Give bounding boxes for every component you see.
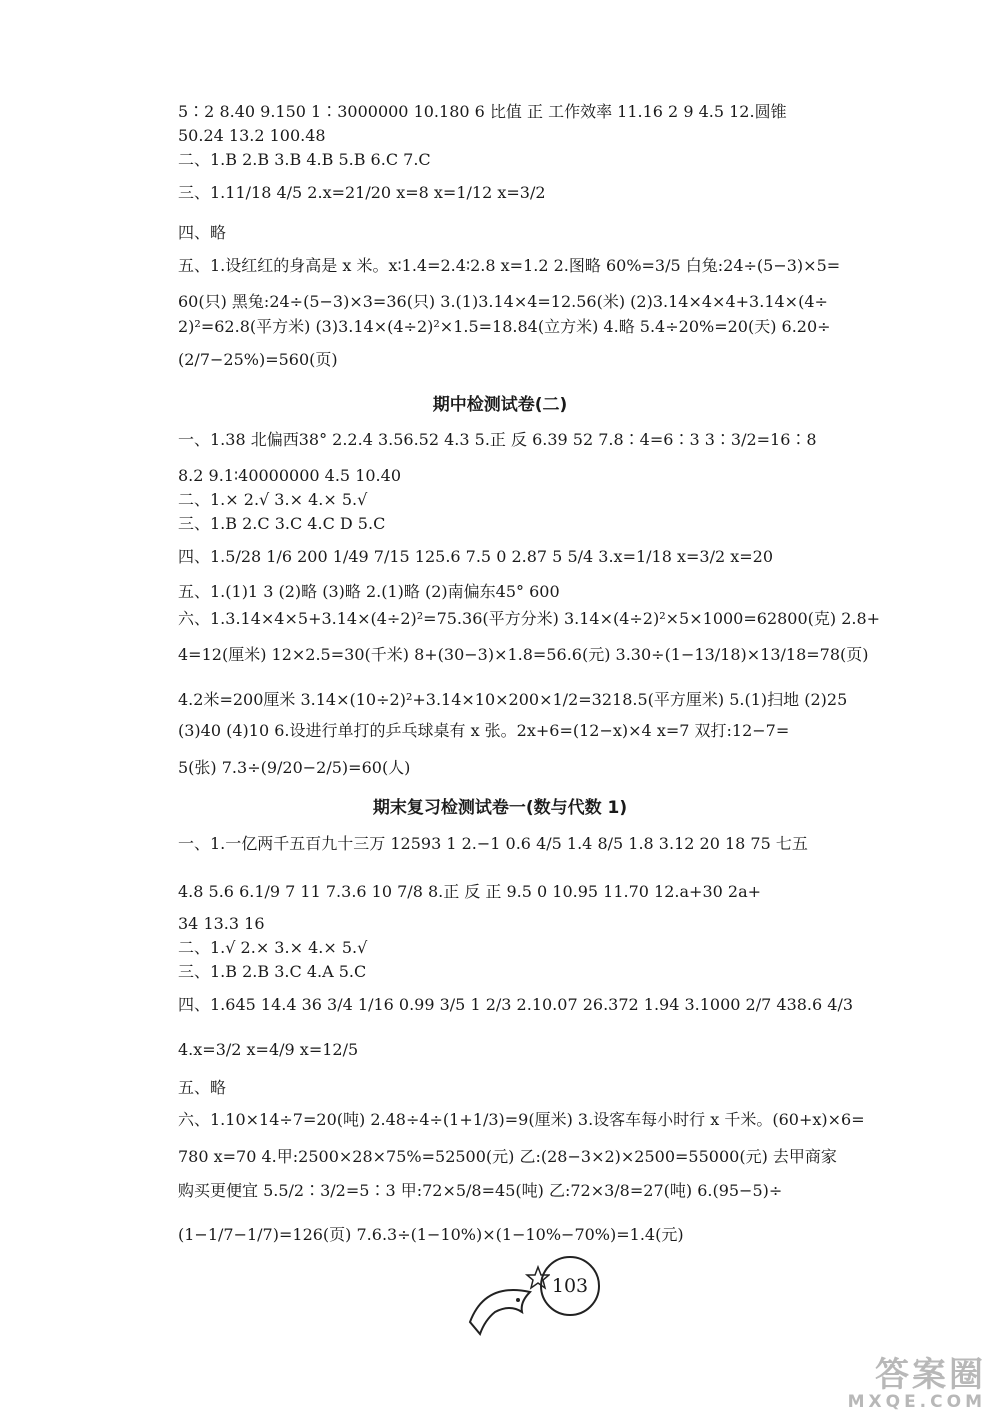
answer-line: 购买更便宜 5.5/2∶3/2=5∶3 甲:72×5/8=45(吨) 乙:72×3/8=27(吨) 6.(95−5)÷ [178, 1181, 783, 1200]
answer-line: 二、1.B 2.B 3.B 4.B 5.B 6.C 7.C [178, 150, 431, 169]
answer-line: 五、1.设红红的身高是 x 米。x∶1.4=2.4∶2.8 x=1.2 2.图略 60%=3/5 白兔:24÷(5−3)×5= [178, 256, 841, 275]
watermark-line1: 答案圈 [875, 1355, 986, 1395]
answer-line: 三、1.11/18 4/5 2.x=21/20 x=8 x=1/12 x=3/2 [178, 183, 546, 202]
watermark [847, 1355, 986, 1412]
answer-line: 4.x=3/2 x=4/9 x=12/5 [178, 1040, 359, 1059]
answer-line: (1−1/7−1/7)=126(页) 7.6.3÷(1−10%)×(1−10%−70%)=1.4(元) [178, 1225, 684, 1244]
answer-line: 4=12(厘米) 12×2.5=30(千米) 8+(30−3)×1.8=56.6(元) 3.30÷(1−13/18)×13/18=78(页) [178, 645, 869, 664]
watermark-line2: MXQE.COM [847, 1392, 986, 1412]
answer-line: (2/7−25%)=560(页) [178, 350, 338, 369]
answer-line: 5∶2 8.40 9.150 1∶3000000 10.180 6 比值 正 工作效率 11.16 2 9 4.5 12.圆锥 [178, 102, 787, 121]
answer-line: 4.8 5.6 6.1/9 7 11 7.3.6 10 7/8 8.正 反 正 9.5 0 10.95 11.70 12.a+30 2a+ [178, 882, 762, 901]
section-title: 期末复习检测试卷一(数与代数 1) [372, 798, 628, 818]
answer-line: 四、1.645 14.4 36 3/4 1/16 0.99 3/5 1 2/3 2.10.07 26.372 1.94 3.1000 2/7 438.6 4/3 [178, 995, 854, 1014]
answer-line: 一、1.一亿两千五百九十三万 12593 1 2.−1 0.6 4/5 1.4 8/5 1.8 3.12 20 18 75 七五 [178, 834, 808, 853]
answer-line: 2)²=62.8(平方米) (3)3.14×(4÷2)²×1.5=18.84(立方米) 4.略 5.4÷20%=20(天) 6.20÷ [178, 317, 831, 336]
answer-line: (3)40 (4)10 6.设进行单打的乒乓球桌有 x 张。2x+6=(12−x)×4 x=7 双打:12−7= [178, 721, 790, 740]
answer-line: 五、1.(1)1 3 (2)略 (3)略 2.(1)略 (2)南偏东45° 600 [178, 582, 560, 601]
answer-line: 4.2米=200厘米 3.14×(10÷2)²+3.14×10×200×1/2=3218.5(平方厘米) 5.(1)扫地 (2)25 [178, 690, 848, 709]
answer-line: 四、略 [178, 223, 227, 242]
answer-line: 50.24 13.2 100.48 [178, 126, 326, 145]
answer-line: 780 x=70 4.甲:2500×28×75%=52500(元) 乙:(28−3×2)×2500=55000(元) 去甲商家 [178, 1147, 837, 1166]
answer-line: 60(只) 黑兔:24÷(5−3)×3=36(只) 3.(1)3.14×4=12.56(米) (2)3.14×4×4+3.14×(4÷ [178, 292, 828, 311]
answer-line: 六、1.10×14÷7=20(吨) 2.48÷4÷(1+1/3)=9(厘米) 3.设客车每小时行 x 千米。(60+x)×6= [178, 1110, 865, 1129]
answer-line: 六、1.3.14×4×5+3.14×(4÷2)²=75.36(平方分米) 3.14×(4÷2)²×5×1000=62800(克) 2.8+ [178, 609, 881, 628]
answer-line: 四、1.5/28 1/6 200 1/49 7/15 125.6 7.5 0 2.87 5 5/4 3.x=1/18 x=3/2 x=20 [178, 547, 774, 566]
answer-line: 一、1.38 北偏西38° 2.2.4 3.56.52 4.3 5.正 反 6.39 52 7.8∶4=6∶3 3∶3/2=16∶8 [178, 430, 817, 449]
answer-line: 五、略 [178, 1078, 227, 1097]
answer-line: 8.2 9.1∶40000000 4.5 10.40 [178, 466, 401, 485]
answer-line: 二、1.× 2.√ 3.× 4.× 5.√ [178, 490, 368, 509]
page-number: 103 [540, 1256, 600, 1316]
dolphin-star-icon [460, 1262, 550, 1342]
section-title: 期中检测试卷(二) [432, 395, 568, 415]
answer-line: 二、1.√ 2.× 3.× 4.× 5.√ [178, 938, 368, 957]
answer-line: 三、1.B 2.C 3.C 4.C D 5.C [178, 514, 386, 533]
answer-line: 5(张) 7.3÷(9/20−2/5)=60(人) [178, 758, 411, 777]
answer-line: 三、1.B 2.B 3.C 4.A 5.C [178, 962, 367, 981]
answer-line: 34 13.3 16 [178, 914, 265, 933]
